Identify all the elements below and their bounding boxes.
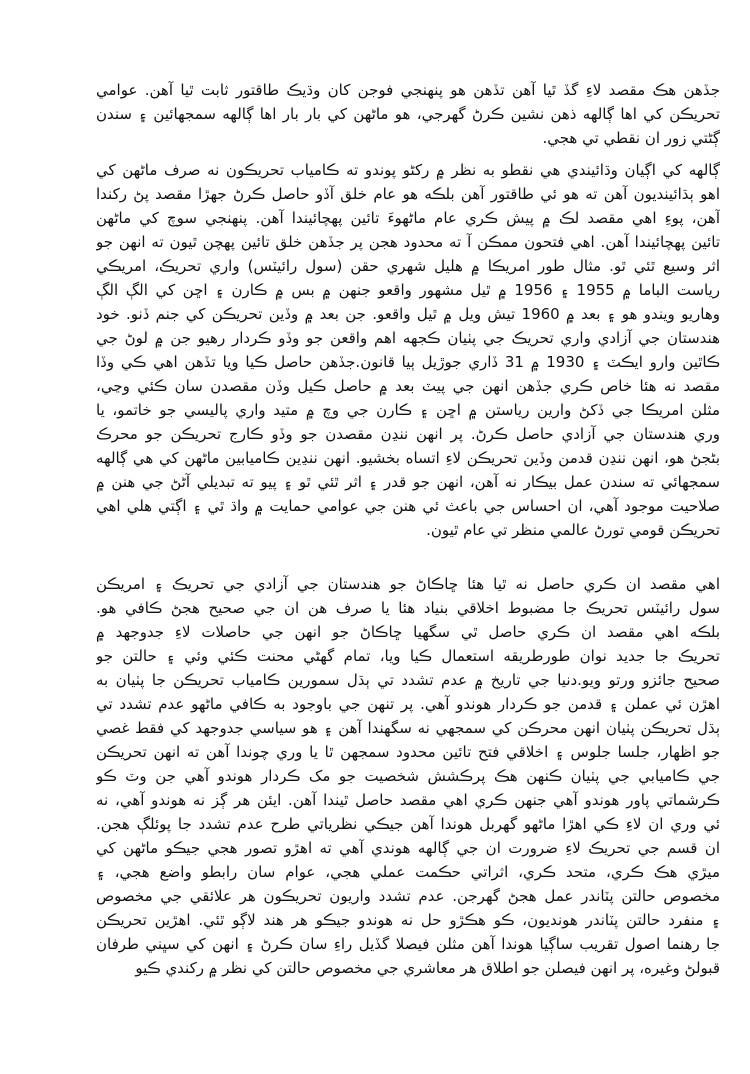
text-line: مقصد نه هئا خاص ڪري جڏهن انهن جي پيٽ بعد ۾ حاصل ڪيل وڏن مقصدن سان ڪئي وڃي، [96,377,720,395]
text-line: هندستان جي آزادي واري تحريڪ جي پٺيان ڪجهه اهم واقعن جو وڏو ڪردار رهيو جن ۾ لوڻ جي [96,329,720,347]
text-line: جا رهنما اصول تقريب ساڳيا هوندا آهن مثلن فيصلا گڏيل راءِ سان ڪرڻ ۽ انهن کي سڀني طرفان [96,935,720,953]
text-line: تحريڪن قومي تورڻ عالمي منظر تي عام ٿيون. [426,521,720,539]
text-line: ميڙي هڪ ڪري، متحد ڪري، اثراتي حڪمت عملي هجي، عوام سان رابطو واضع هجي، ۽ [96,863,720,881]
text-line: ڳالهه کي اڳيان وڌائيندي هي نقطو به نظر ۾ رکڻو پوندو ته ڪامياب تحريڪون نه صرف ماڻهن کي [96,161,720,179]
text-line: صحيح جائزو ورتو ويو.دنيا جي تاريخ ۾ عدم تشدد تي ٻڌل سمورين ڪامياب تحريڪن جا پٺيان به [96,671,720,689]
text-line: مخصوص حالتن پٽاندر عمل هجڻ گهرجن. عدم تشدد واريون تحريڪون هر علائقي جي مخصوص [96,887,720,905]
text-line: بڻجڻ هو، انهن ننڍن قدمن وڏين تحريڪن لاءِ اتساه بخشيو. انهن ننڍين ڪاميابين ماڻهن کي هي ڳالهه [96,449,720,467]
text-line: مثلن امريڪا جي ڏکڻ وارين رياستن ۾ اڇن ۽ ڪارن جي وچ ۾ متيد واري پاليسي جو خاتمو، يا [96,401,720,419]
text-line: ئي وري ان لاءِ ڪي اهڙا ماڻهو گهربل هوندا آهن جيڪي نظرياتي طرح عدم تشدد جا پوئلڳ هجن. [96,815,720,833]
text-line: رياست الباما ۾ 1955 ۽ 1956 ۾ ٿيل مشهور واقعو جنهن ۾ بس ۾ ڪارن ۽ اڇن کي الڳ الڳ [96,281,720,299]
text-line: ڪرشماتي پاور هوندو آهي جنهن ڪري اهي مقصد حاصل ٿيندا آهن. ايئن هر ڳز نه هوندو آهي، نه [96,791,720,809]
text-line: صلاحيت موجود آهي، ان احساس جي باعث ئي هنن جي عوامي حمايت ۾ واڌ ٿي ۽ اڳتي هلي اهي [96,497,720,515]
text-line: اثر وسيع ٿئي ٿو. مثال طور امريڪا ۾ هليل شهري حقن (سول رائيٽس) واري تحريڪ، امريڪي [96,257,720,275]
text-line: ۽ منفرد حالتن پٽاندر هونديون، ڪو هڪڙو حل نه هوندو جيڪو هر هند لاڳو ٿئي. اهڙين تحريڪن [96,911,720,929]
paragraph [96,78,720,150]
text-line: وهاريو ويندو هو ۽ بعد ۾ 1960 تيش ويل ۾ ٿيل واقعو. جن بعد ۾ وڏين تحريڪن کي جنم ڏنو. خود [96,305,720,323]
text-line: جي ڪاميابي جي پٺيان ڪنهن هڪ پرڪشش شخصيت جو مک ڪردار هوندو آهي جن وٽ ڪو [96,767,720,785]
text-line: وري هندستان جي آزادي حاصل ڪرڻ. پر انهن ننڍن مقصدن جو وڏو ڪارج تحريڪن جو محرڪ [96,425,720,443]
text-line: اهو ٻڌائينديون آهن ته هو ئي طاقتور آهن بلڪه هو عام خلق آڏو حاصل ڪرڻ جهڙا مقصد پڻ رکندا [96,185,720,203]
text-line: اهڙن ئي عملن ۽ قدمن جو ڪردار هوندو آهي. پر تنهن جي باوجود به ڪافي ماڻهو عدم تشدد تي [96,695,720,713]
paragraph [96,572,720,980]
text-line: ان قسم جي تحريڪ لاءِ ضرورت ان جي ڳالهه هوندي آهي ته اهڙو تصور هجي جيڪو ماڻهن کي [96,839,720,857]
text-line: جڏهن هڪ مقصد لاءِ گڏ ٿيا آهن تڏهن هو پنهنجي فوجن کان وڌيڪ طاقتور ثابت ٿيا آهن. عوامي [96,81,720,99]
text-line: تحريڪن کي اها ڳالهه ذهن نشين ڪرڻ گهرجي، هو ماڻهن کي بار بار اها ڳالهه سمجهائين ۽ سندن [96,105,720,123]
text-line: جو اظهار، جلسا جلوس ۽ اخلاقي فتح تائين محدود سمجهن ٿا يا وري چوندا آهن ته انهن تحريڪن [96,743,720,761]
text-line: سمجهائي ته سندن عمل بيڪار نه آهن، انهن جو قدر ۽ اثر ٿئي ٿو ۽ پيو ته تبديلي آڻڻ جي هنن ۾ [96,473,720,491]
text-line: اهي مقصد ان ڪري حاصل نه ٿيا هئا ڇاڪاڻ جو هندستان جي آزادي جي تحريڪ ۽ امريڪن [96,575,720,593]
text-line: ٻڌل تحريڪن پٺيان انهن محرڪن کي سمجهي نه سگهندا آهن ۽ هو سياسي جدوجهد کي فقط غصي [96,719,720,737]
paragraph [96,158,720,542]
text-line: ڳڻتي زور ان نقطي تي هجي. [542,129,720,147]
text-line: تحريڪ جا جديد نوان طورطريقه استعمال ڪيا ويا، تمام گهڻي محنت ڪئي وئي ۽ حالتن جو [96,647,720,665]
text-line: بلڪه اهي مقصد ان ڪري حاصل ٿي سگهيا ڇاڪاڻ جو انهن جي حاصلات لاءِ جدوجهد ۾ [96,623,720,641]
text-line: سول رائيٽس تحريڪ جا مضبوط اخلاقي بنياد هئا يا صرف هن ان جي صحيح هجڻ ڪافي هو. [96,599,720,617]
text-line: تائين پهچائيندا آهن. اهي فتحون ممڪن آ ته محدود هجن پر جڏهن خلق تائين پهچن ٿيون ته انهن جو [96,233,720,251]
text-line: قبولڻ وغيره، پر انهن فيصلن جو اطلاق هر معاشري جي مخصوص حالتن کي نظر ۾ رکندي ڪيو [135,959,720,977]
text-line: آهن، پوءِ اهي مقصد لڪ ۾ پيش ڪري عام ماڻهوءَ تائين پهچائيندا آهن. پنهنجي سوچ کي ماڻهن [96,209,720,227]
text-line: ڪاٿين وارو ايڪٽ ۽ 1930 ۾ 31 ڏاري جوڙيل ٻيا قانون.جڏهن حاصل ڪيا ويا تڏهن اهي ڪي وڏا [96,353,720,371]
